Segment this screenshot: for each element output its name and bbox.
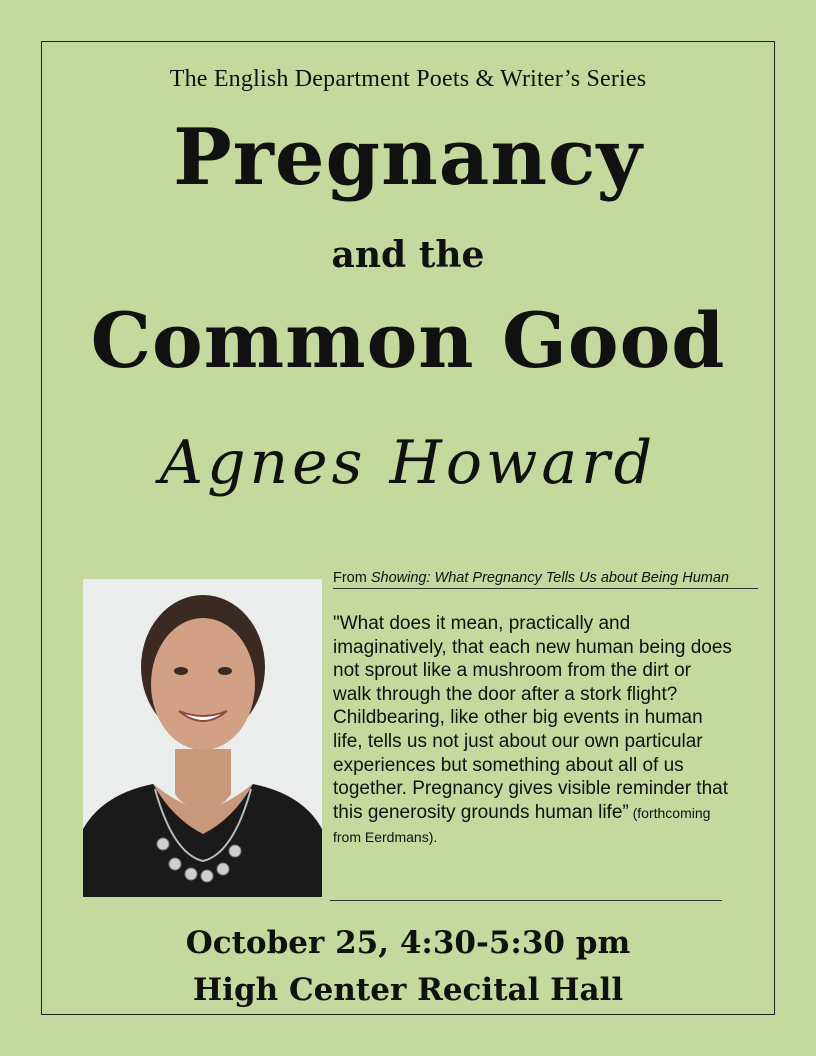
title-common-good: Common Good <box>90 296 726 385</box>
author-photo <box>83 579 322 897</box>
source-title: Showing: What Pregnancy Tells Us about Being Human <box>370 570 729 586</box>
book-quote <box>333 612 733 850</box>
source-prefix: From <box>333 570 371 586</box>
title-pregnancy: Pregnancy <box>173 112 643 203</box>
quote-text: "What does it mean, practically and imaginatively, that each new human being does not sprout like a mushroom from the dirt or walk through the door after a stork flight? Childbearing, like other big events in human life, tells us not just about our own particular experiences but something about all of us together. Pregnancy gives visible reminder that this generosity grounds human life” <box>333 613 732 823</box>
book-source <box>333 570 758 589</box>
event-venue: High Center Recital Hall <box>192 972 624 1008</box>
quote-divider <box>330 900 722 901</box>
series-heading: The English Department Poets & Writer’s Series <box>169 66 647 92</box>
event-date: October 25, 4:30-5:30 pm <box>185 925 631 961</box>
author-name: Agnes Howard <box>159 428 657 498</box>
quote-tail: (forthcoming from Eerdmans). <box>333 804 711 846</box>
title-and-the: and the <box>331 234 485 276</box>
